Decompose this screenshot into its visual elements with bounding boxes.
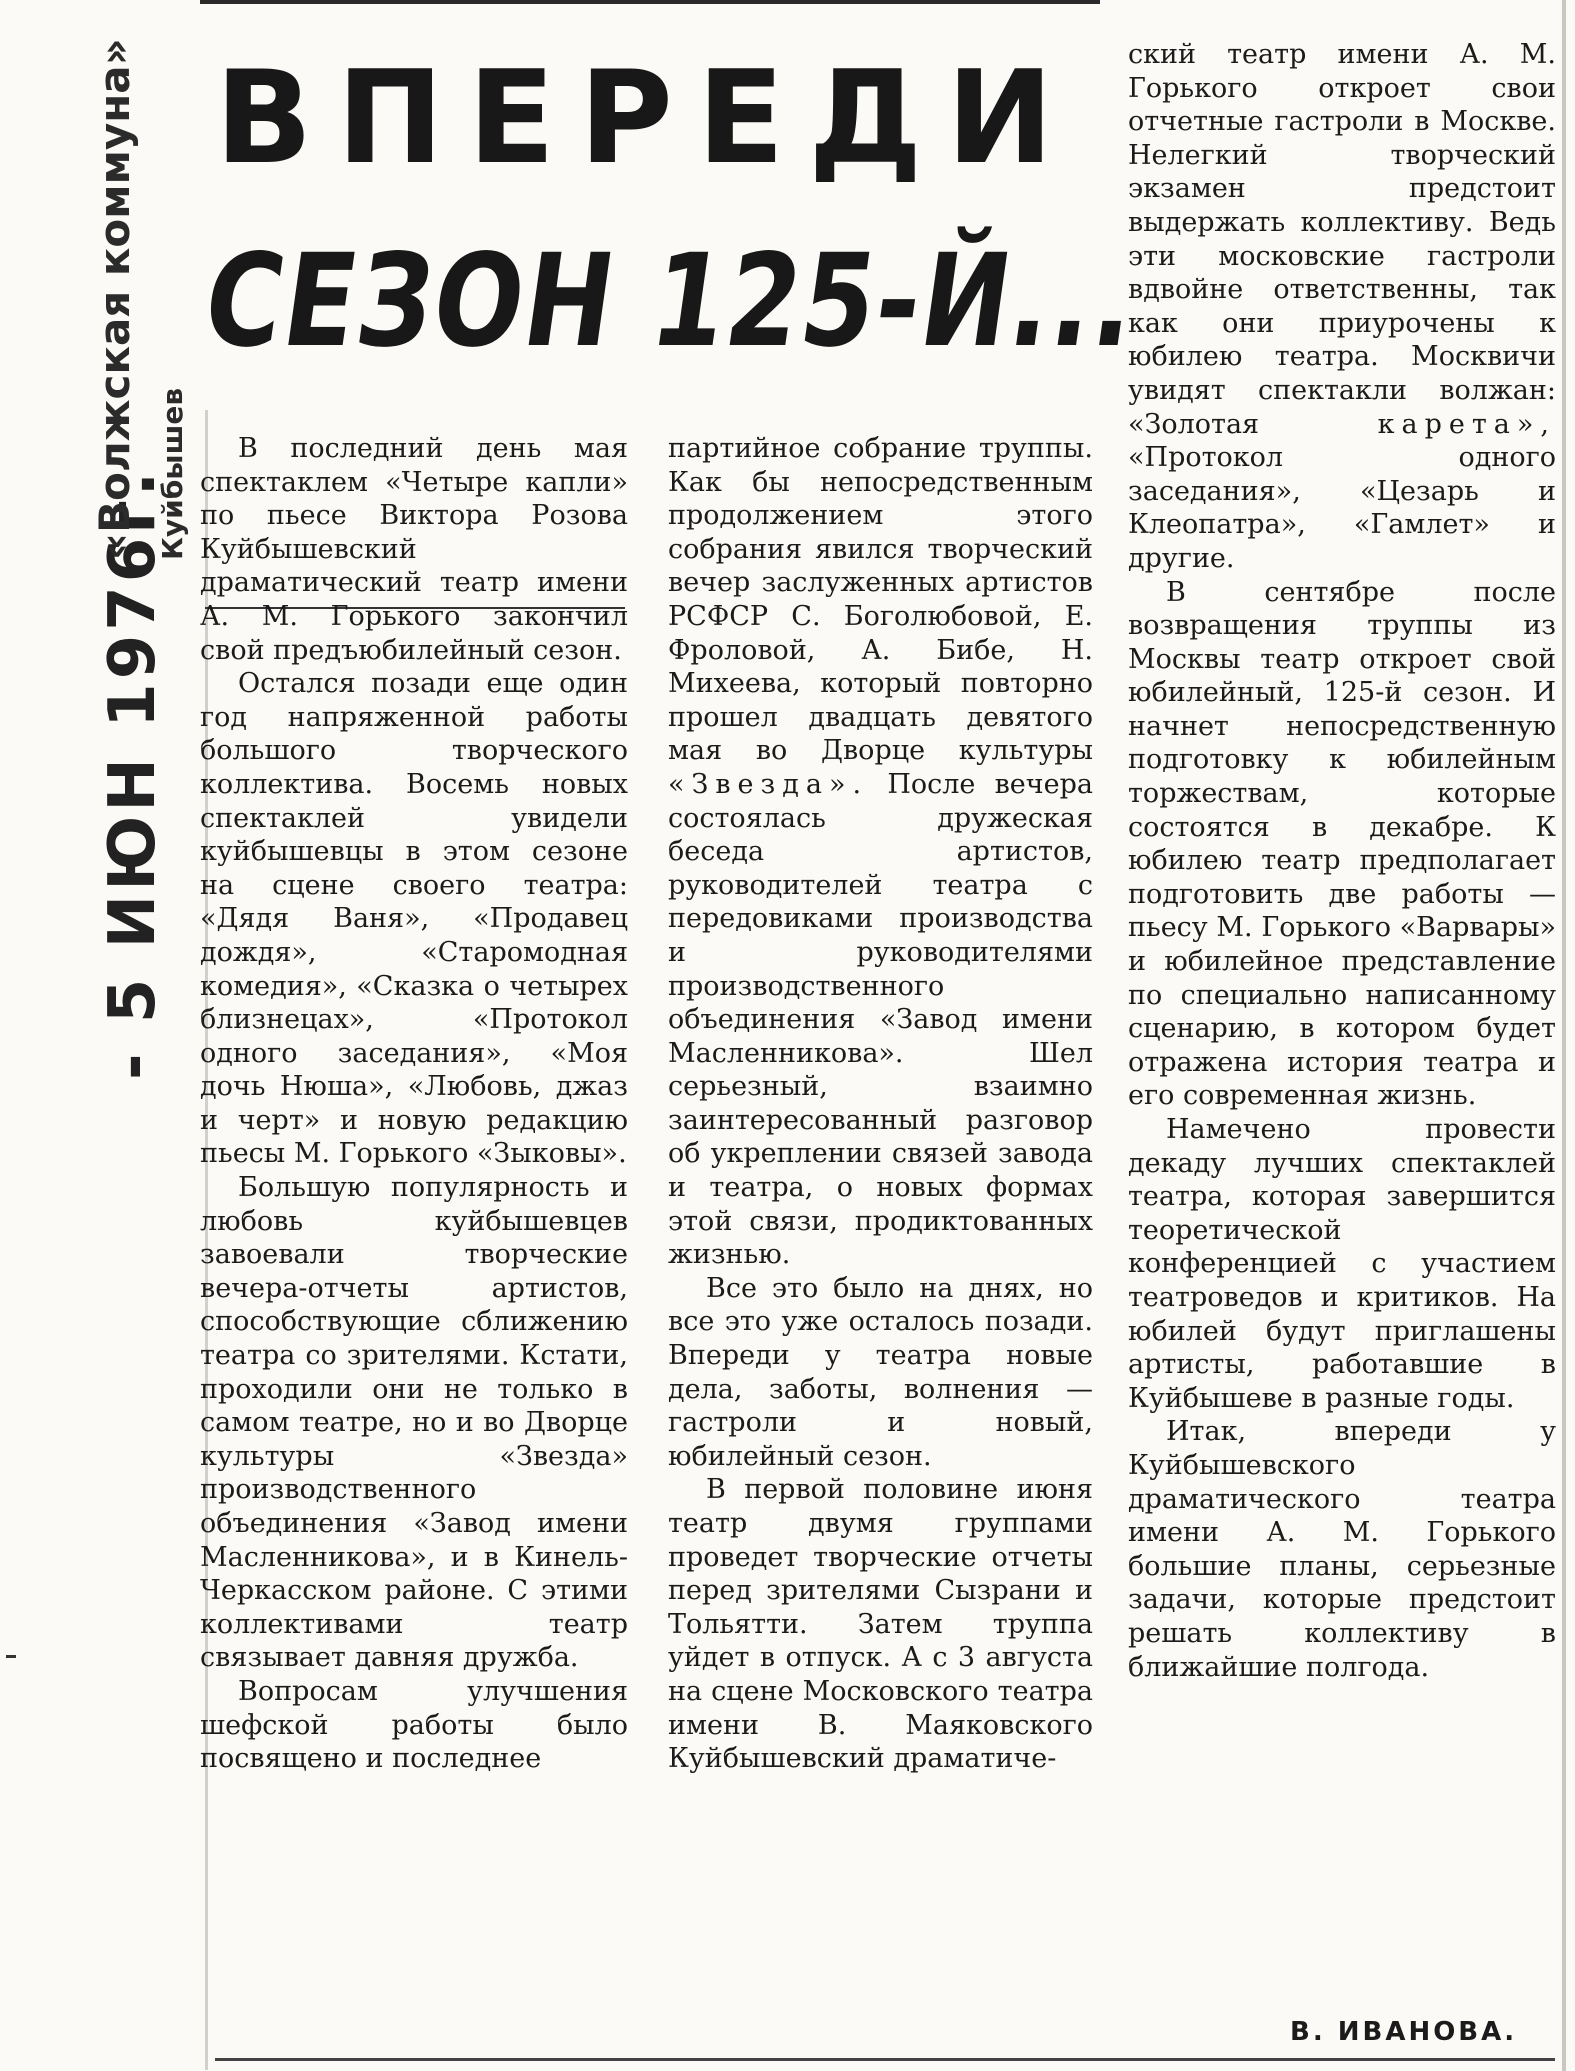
article-column-2 xyxy=(668,432,1093,1776)
paragraph: В сентябре после возвращения труппы из Москвы театр откроет свой юбилейный, 125-й сезон. И начнет непосредственную подготовку к юбилейным торжествам, которые состоятся в декабре. К юбилею театр предполагает подготовить две работы — пьесу М. Горького «Варвары» и юбилейное представление по специально написанному сценарию, в котором будет отражена история театра и его современная жизнь. xyxy=(1128,576,1556,1112)
bottom-rule xyxy=(215,2058,1555,2061)
paragraph-text: партийное собрание труппы. Как бы непосредственным продолжением этого собрания явился творческий вечер заслуженных артистов РСФСР С. Боголюбовой, Е. Фроловой, А. Бибе, Н. Михеева, который повторно прошел двадцать девятого мая во Дворце культуры xyxy=(668,433,1093,767)
paragraph: В последний день мая спектаклем «Четыре капли» по пьесе Виктора Розова Куйбышевский драматический театр имени А. М. Горького закончил свой предъюбилейный сезон. xyxy=(200,433,628,666)
headline-line-1: ВПЕРЕДИ xyxy=(215,44,1078,193)
paragraph: Все это было на днях, но все это уже осталось позади. Впереди у театра новые дела, заботы, волнения — гастроли и новый, юбилейный сезон. xyxy=(668,1272,1093,1472)
spaced-word: «Звезда». xyxy=(668,768,869,800)
clipping-top-edge xyxy=(200,0,1100,4)
clipping-right-edge xyxy=(1562,0,1566,2071)
stamp-newspaper: «Волжская коммуна» xyxy=(90,38,139,560)
paragraph: В первой половине июня театр двумя группами проведет творческие отчеты перед зрителями Сызрани и Тольятти. Затем труппа уйдет в отпуск. А с 3 августа на сцене Московского театра имени В. Маяковского Куйбышевский драматиче- xyxy=(668,1474,1093,1775)
paragraph: Итак, впереди у Куйбышевского драматического театра имени А. М. Горького большие планы, серьезные задачи, которые предстоит решать коллективу в ближайшие полгода. xyxy=(1128,1416,1556,1683)
paragraph-text: ский театр имени А. М. Горького откроет свои отчетные гастроли в Москве. Нелегкий творческий экзамен предстоит выдержать коллективу. Ведь эти московские гастроли вдвойне ответственны, так как они приурочены к юбилею театра. Москвичи увидят спектакли волжан: «Золотая xyxy=(1128,39,1556,440)
paragraph: Остался позади еще один год напряженной работы большого творческого коллектива. Восемь новых спектаклей увидели куйбышевцы в этом сезоне на сцене своего театра: «Дядя Ваня», «Продавец дождя», «Старомодная комедия», «Сказка о четырех близнецах», «Протокол одного заседания», «Моя дочь Нюша», «Любовь, джаз и черт» и новую редакцию пьесы М. Горького «Зыковы». xyxy=(200,668,628,1170)
article-column-1 xyxy=(200,432,628,1776)
paragraph-text: «Протокол одного заседания», «Цезарь и Клеопатра», «Гамлет» и другие. xyxy=(1128,442,1556,574)
paragraph: Большую популярность и любовь куйбышевцев завоевали творческие вечера-отчеты артистов, способствующие сближению театра со зрителями. Кстати, проходили они не только в самом театре, но и во Дворце культуры «Звезда» производственного объединения «Завод имени Масленникова», и в Кинель-Черкасском районе. С этими коллективами театр связывает давняя дружба. xyxy=(200,1172,628,1674)
paragraph: Вопросам улучшения шефской работы было посвящено и последнее xyxy=(200,1675,628,1775)
headline-line-2: СЕЗОН 125-Й... xyxy=(195,227,1147,376)
paragraph xyxy=(668,432,1093,1272)
author-signature: В. ИВАНОВА. xyxy=(1290,2017,1518,2047)
margin-mark xyxy=(6,1655,16,1658)
stamp-city: Куйбышев xyxy=(156,387,189,560)
article-column-3 xyxy=(1128,38,1556,1684)
archive-stamp xyxy=(58,38,189,1080)
spaced-word: карета», xyxy=(1377,408,1556,440)
paragraph: Намечено провести декаду лучших спектаклей театра, которая завершится теоретической конференцией с участием театроведов и критиков. На юбилей будут приглашены артисты, работавшие в Куйбышеве в разные годы. xyxy=(1128,1114,1556,1414)
paragraph-text: После вечера состоялась дружеская беседа артистов, руководителей театра с передовиками производства и руководителями производственного объединения «Завод имени Масленникова». Шел серьезный, взаимно заинтересованный разговор об укреплении связей завода и театра, о новых формах этой связи, продиктованных жизнью. xyxy=(668,768,1093,1271)
stamp-date: - 5 ИЮН 1976г. xyxy=(96,467,170,1080)
paragraph xyxy=(1128,38,1556,576)
